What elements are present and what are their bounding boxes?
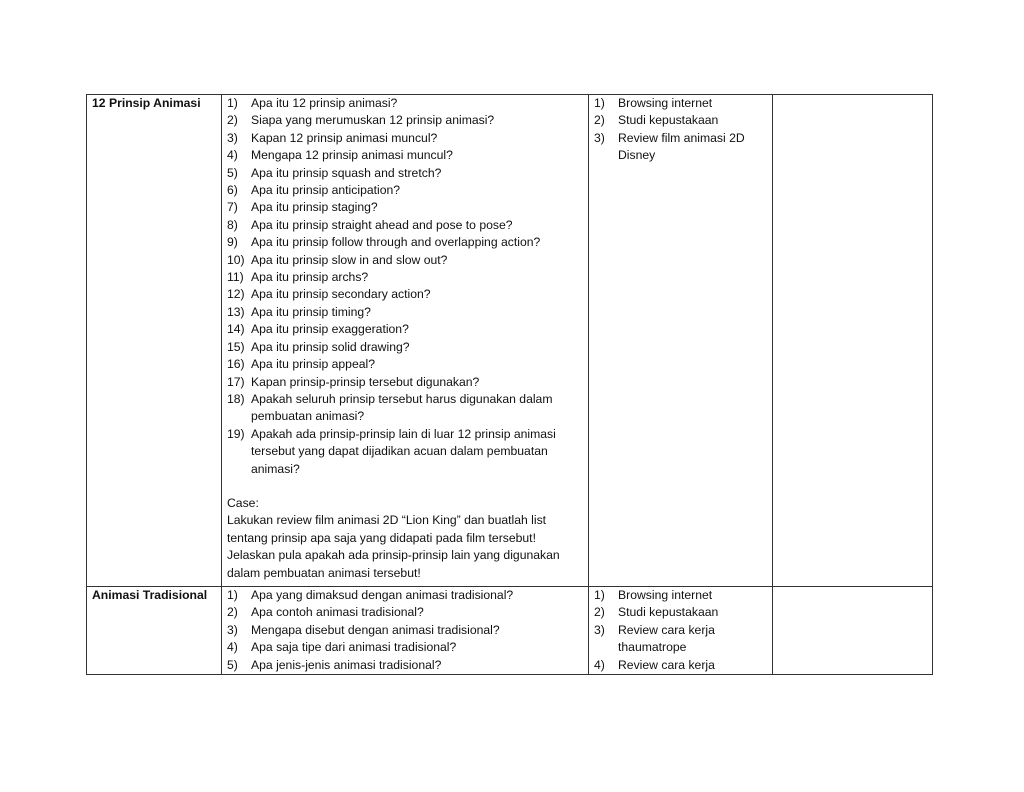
list-item-number: 18) <box>227 391 245 406</box>
question-list <box>227 587 584 674</box>
list-item-text: Review cara kerja <box>618 657 715 672</box>
list-item-number: 5) <box>227 657 238 672</box>
list-item <box>594 587 768 604</box>
list-item <box>227 639 584 656</box>
list-item-text: Studi kepustakaan <box>618 605 719 620</box>
list-item <box>227 112 584 129</box>
methods-cell <box>589 95 773 587</box>
list-item <box>227 234 584 251</box>
list-item-number: 16) <box>227 357 245 372</box>
method-list <box>594 95 768 165</box>
list-item <box>594 95 768 112</box>
list-item-number: 1) <box>227 587 238 602</box>
case-text: Lakukan review film animasi 2D “Lion King” dan buatlah list tentang prinsip apa saja yang didapati pada film tersebut! Jelaskan pula apakah ada prinsip-prinsip lain yang digunakan dalam pembuatan animasi tersebut! <box>227 513 560 580</box>
list-item-number: 10) <box>227 252 245 267</box>
list-item <box>227 165 584 182</box>
list-item-text: Kapan prinsip-prinsip tersebut digunakan? <box>251 374 480 389</box>
topic-cell <box>87 586 222 674</box>
question-list <box>227 95 584 478</box>
list-item-number: 15) <box>227 339 245 354</box>
list-item-number: 4) <box>227 640 238 655</box>
list-item-text: Apa saja tipe dari animasi tradisional? <box>251 640 457 655</box>
questions-cell <box>222 95 589 587</box>
list-item-text: Apa itu prinsip follow through and overlapping action? <box>251 235 541 250</box>
list-item <box>594 622 768 657</box>
list-item-text: Apa itu prinsip secondary action? <box>251 287 431 302</box>
list-item-text: Apa itu prinsip staging? <box>251 200 378 215</box>
list-item-number: 3) <box>227 130 238 145</box>
list-item <box>227 182 584 199</box>
table-row <box>87 95 933 587</box>
list-item-text: Apa jenis-jenis animasi tradisional? <box>251 657 442 672</box>
list-item <box>227 339 584 356</box>
list-item-number: 1) <box>594 96 605 110</box>
list-item-text: Apa itu prinsip appeal? <box>251 357 375 372</box>
notes-cell <box>773 95 933 587</box>
list-item-number: 1) <box>594 587 605 602</box>
list-item-number: 3) <box>594 622 605 637</box>
list-item-text: Apa contoh animasi tradisional? <box>251 605 424 620</box>
case-label: Case: <box>227 495 259 510</box>
topic-title: 12 Prinsip Animasi <box>92 96 201 110</box>
topic-title: Animasi Tradisional <box>92 587 208 602</box>
list-item-text: Siapa yang merumuskan 12 prinsip animasi? <box>251 113 495 128</box>
list-item <box>227 130 584 147</box>
list-item-text: Apa itu prinsip anticipation? <box>251 183 401 198</box>
list-item <box>227 95 584 112</box>
list-item <box>227 286 584 303</box>
list-item-number: 2) <box>594 113 605 128</box>
list-item-number: 9) <box>227 235 238 250</box>
list-item <box>227 147 584 164</box>
list-item <box>227 604 584 621</box>
list-item-number: 3) <box>227 622 238 637</box>
list-item-text: Browsing internet <box>618 96 713 110</box>
list-item-number: 5) <box>227 165 238 180</box>
list-item-text: Mengapa 12 prinsip animasi muncul? <box>251 148 453 163</box>
list-item <box>594 112 768 129</box>
list-item-number: 11) <box>227 270 244 285</box>
list-item <box>227 269 584 286</box>
list-item-text: Apakah ada prinsip-prinsip lain di luar 12 prinsip animasi tersebut yang dapat dijadikan acuan dalam pembuatan animasi? <box>251 426 556 476</box>
list-item-number: 2) <box>227 113 238 128</box>
list-item-text: Browsing internet <box>618 587 713 602</box>
list-item <box>227 252 584 269</box>
list-item <box>227 426 584 478</box>
list-item-text: Review cara kerja thaumatrope <box>618 622 715 655</box>
case-block <box>227 495 584 582</box>
list-item <box>227 622 584 639</box>
notes-cell <box>773 586 933 674</box>
list-item-text: Apa itu prinsip squash and stretch? <box>251 165 442 180</box>
table-row <box>87 586 933 674</box>
list-item-text: Studi kepustakaan <box>618 113 719 128</box>
questions-cell <box>222 586 589 674</box>
list-item-number: 2) <box>594 605 605 620</box>
list-item-number: 1) <box>227 96 238 110</box>
list-item <box>594 604 768 621</box>
list-item <box>227 657 584 674</box>
list-item <box>227 587 584 604</box>
list-item <box>227 217 584 234</box>
list-item-text: Apa itu prinsip timing? <box>251 304 371 319</box>
list-item-text: Apa yang dimaksud dengan animasi tradisional? <box>251 587 514 602</box>
list-item <box>227 374 584 391</box>
list-item-text: Apa itu 12 prinsip animasi? <box>251 96 398 110</box>
list-item-text: Apa itu prinsip exaggeration? <box>251 322 409 337</box>
list-item-number: 17) <box>227 374 245 389</box>
topic-cell <box>87 95 222 587</box>
list-item <box>594 657 768 674</box>
list-item-number: 2) <box>227 605 238 620</box>
list-item-number: 8) <box>227 217 238 232</box>
list-item-text: Apa itu prinsip solid drawing? <box>251 339 410 354</box>
list-item-text: Review film animasi 2D Disney <box>618 130 745 163</box>
list-item-text: Apakah seluruh prinsip tersebut harus digunakan dalam pembuatan animasi? <box>251 391 553 424</box>
list-item <box>594 130 768 165</box>
list-item-text: Apa itu prinsip archs? <box>251 270 369 285</box>
list-item-number: 4) <box>227 148 238 163</box>
list-item-number: 13) <box>227 304 245 319</box>
list-item <box>227 391 584 426</box>
study-plan-table <box>86 94 933 675</box>
list-item <box>227 321 584 338</box>
list-item-number: 6) <box>227 183 238 198</box>
methods-cell <box>589 586 773 674</box>
list-item-number: 3) <box>594 130 605 145</box>
list-item-number: 4) <box>594 657 605 672</box>
list-item-number: 12) <box>227 287 245 302</box>
list-item-number: 14) <box>227 322 245 337</box>
list-item-text: Mengapa disebut dengan animasi tradisional? <box>251 622 500 637</box>
list-item-text: Apa itu prinsip slow in and slow out? <box>251 252 448 267</box>
list-item-text: Apa itu prinsip straight ahead and pose to pose? <box>251 217 513 232</box>
list-item-text: Kapan 12 prinsip animasi muncul? <box>251 130 438 145</box>
list-item-number: 7) <box>227 200 238 215</box>
list-item <box>227 199 584 216</box>
method-list <box>594 587 768 674</box>
list-item <box>227 304 584 321</box>
list-item <box>227 356 584 373</box>
list-item-number: 19) <box>227 426 245 441</box>
